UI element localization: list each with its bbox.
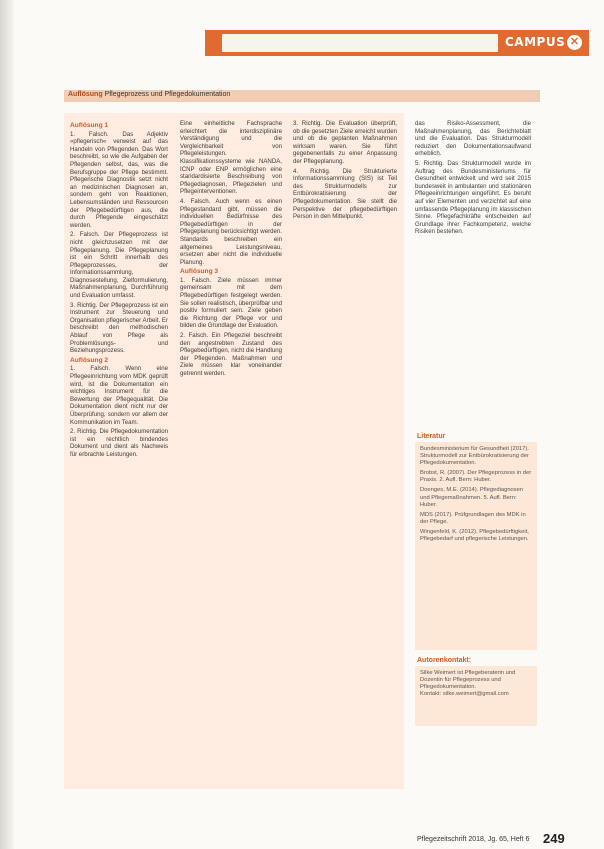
answer-3-4-cont: das Risiko-Assessment, die Maßnahmenplanung, das Berichteblatt und die Evaluation. Das Strukturmodell reduziert den Dokumentationsaufwand erheblich. [415, 120, 531, 158]
heading-aufloesung-2: Auflösung 2 [70, 356, 109, 364]
answer-3-3: 3. Richtig. Die Evaluation überprüft, ob die gesetzten Ziele erreicht wurden und ob die geplanten Maßnahmen wirksam waren. Sie führt gegebenenfalls zu einer Anpassung der Pflegeplanung. [293, 120, 397, 165]
literature-entry: Brobst, R. (2007). Der Pflegeprozess in der Praxis. 2. Aufl. Bern: Huber. [420, 470, 532, 484]
scan-edge [0, 0, 14, 849]
answer-1-2: 2. Falsch. Der Pflegeprozess ist nicht gleichzusetzen mit der Pflegeplanung. Die Pflegeplanung ist ein Schritt innerhalb des Pflegeprozesses, der Informationssammlung, Diagnosestellung, Zielformulierung, Maßnahmenplanung, Durchführung und Evaluation umfasst. [70, 231, 168, 300]
contact-title: Autorenkontakt: [417, 657, 472, 664]
answer-2-2: 2. Richtig. Die Pflegedokumentation ist ein rechtlich bindendes Dokument und dient als Nachweis für erbrachte Leistungen. [70, 428, 168, 458]
literature-list [420, 446, 533, 546]
contact-text: Silke Weimert ist Pflegeberaterin und Dozentin für Pflegeprozess und Pflegedokumentation. [420, 670, 516, 691]
literature-entry: Bundesministerium für Gesundheit (2017). Strukturmodell zur Entbürokratisierung der Pflegedokumentation. [420, 446, 529, 467]
page-number: 249 [543, 831, 565, 846]
literature-entry: Wingenfeld, K. (2012). Pflegebedürftigkeit, Pflegebedarf und pflegerische Leistungen. [420, 528, 529, 543]
answer-1-3: 3. Richtig. Der Pflegeprozess ist ein Instrument zur Steuerung und Organisation pflegerischer Arbeit. Er beschreibt den methodischen Ablauf von Pflege als Problemlösungs- und Beziehungsprozess. [70, 301, 168, 355]
column-4 [415, 120, 531, 420]
heading-aufloesung-3: Auflösung 3 [180, 268, 219, 276]
heading-aufloesung-1: Auflösung 1 [70, 122, 109, 129]
column-2 [180, 120, 282, 790]
column-3 [293, 120, 397, 790]
contact-info [420, 670, 533, 698]
caption-prefix: Auflösung [68, 91, 103, 98]
answer-3-4: 4. Richtig. Die Strukturierte Informationssammlung (SIS) ist Teil des Strukturmodells zur Entbürokratisierung der Pflegedokumentation. Sie stellt die Perspektive der pflegebedürftigen Person in den Mittelpunkt. [293, 167, 397, 221]
answer-3-1: 1. Falsch. Ziele müssen immer gemeinsam mit dem Pflegebedürftigen festgelegt werden. Sie sollen realistisch, überprüfbar und positiv formuliert sein. Ziele geben die Richtung der Pflege vor und bilden die Grundlage der Evaluation. [180, 276, 282, 330]
answer-3-5: 5. Richtig. Das Strukturmodell wurde im Auftrag des Bundesministeriums für Gesundheit entwickelt und wird seit 2015 bundesweit in ambulanten und stationären Pflegeeinrichtungen eingeführt. Es beruht auf vier Elementen und verzichtet auf eine umfassende Pflegeplanung im klassischen Sinne. Pflegefachkräfte entscheiden auf Grundlage ihrer Fachkompetenz, welche Risiken bestehen. [415, 159, 531, 236]
answer-1-1: 1. Falsch. Das Adjektiv »pflegerisch« verweist auf das Handeln von Pflegenden. Das Wort beschreibt, so wie die Aufgaben der Pflegenden selbst, das, was die Berufsgruppe der Pflege bestimmt. Pflegerische Diagnostik setzt nicht an medizinischen Diagnosen an, sondern geht von Reaktionen, Lebensumständen und Ressourcen der Pflegebedürftigen aus, die durch Pflegende eingeschätzt werden. [70, 130, 168, 229]
column-1 [70, 120, 168, 790]
contact-email[interactable]: Kontakt: silke.weimert@gmail.com [420, 691, 509, 698]
box-caption [68, 91, 230, 98]
section-label: CAMPUS [505, 35, 566, 49]
literature-title: Literatur [417, 433, 446, 440]
section-header-box [222, 34, 498, 52]
answer-3-2: 2. Falsch. Ein Pflegeziel beschreibt den angestrebten Zustand des Pflegebedürftigen, nicht die Handlung der Pflegenden. Maßnahmen und Ziele müssen klar voneinander getrennt werden. [180, 332, 282, 377]
journal-footer: Pflegezeitschrift 2018, Jg. 65, Heft 6 [417, 836, 530, 843]
answer-2-1: 1. Falsch. Wenn eine Pflegeeinrichtung vom MDK geprüft wird, ist die Dokumentation ein wichtiges Instrument für die Bewertung der Pflegequalität. Die Dokumentation dient nicht nur der Überprüfung, sondern vor allem der Kommunikation im Team. [70, 365, 168, 426]
literature-entry: Doenges, M.E. (2014). Pflegediagnosen und Pflegemaßnahmen. 5. Aufl. Bern: Huber. [420, 487, 524, 508]
caption-text: Pflegeprozess und Pflegedokumentation [102, 91, 231, 98]
answer-2-3: Eine einheitliche Fachsprache erleichtert die interdisziplinäre Verständigung und die Vergleichbarkeit von Pflegeleistungen. Klassifikationssysteme wie NANDA, ICNP oder ENP ermöglichen eine standardisierte Beschreibung von Pflegediagnosen, Pflegezielen und Pflegeinterventionen. [180, 120, 282, 196]
x-circle-icon: ✕ [567, 35, 582, 50]
answer-2-4: 4. Falsch. Auch wenn es einen Pflegestandard gibt, müssen die individuellen Bedürfnisse des Pflegebedürftigen in der Pflegeplanung berücksichtigt werden. Standards beschreiben ein allgemeines Leistungsniveau, ersetzen aber nicht die individuelle Planung. [180, 197, 282, 266]
literature-entry: MDS (2017). Prüfgrundlagen des MDK in der Pflege. [420, 511, 526, 525]
